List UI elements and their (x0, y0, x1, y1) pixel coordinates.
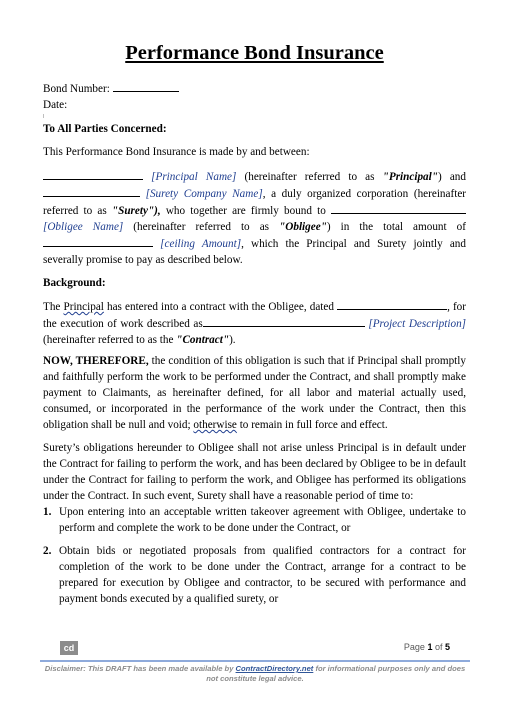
bond-number-line (43, 80, 466, 97)
surety-text4: who together are firmly bound to (160, 205, 326, 217)
disclaimer-text-2: for informational purposes only and does not constitute legal advice. (206, 664, 466, 683)
surety-text2: (hereinafter (413, 188, 467, 200)
page-current: 1 (427, 642, 433, 652)
contract-date-field[interactable] (337, 298, 447, 310)
page-of: of (432, 642, 445, 652)
document-title: Performance Bond Insurance (125, 42, 384, 64)
page-number (404, 642, 450, 652)
principal-name-field[interactable] (43, 168, 143, 180)
salutation: To All Parties Concerned: (43, 123, 167, 135)
principal-end: ) and (437, 171, 466, 183)
principal-text: (hereinafter referred to as (236, 171, 383, 183)
background-heading: Background: (43, 277, 106, 289)
date-label: Date: (43, 99, 68, 111)
list-item-text: Obtain bids or negotiated proposals from qualified contractors for a contract for completion of the work to be done under the Contract, arrange for a contract to be prepared for execution by Obligee and contractor, to be secured with performance and payment bonds executed by a qualified surety, or (59, 545, 466, 605)
background-part1: The (43, 301, 64, 313)
date-line (43, 97, 466, 113)
now-therefore-end: to remain in full force and effect. (236, 419, 388, 431)
list-item-number: 2. (43, 545, 52, 557)
principal-term: "Principal" (382, 171, 438, 183)
document-body (43, 40, 466, 607)
parties-paragraph (43, 168, 466, 268)
background-part2: has entered into a contract with the Obligee, dated (103, 301, 338, 313)
bond-number-field[interactable] (113, 80, 179, 92)
background-part6: ). (229, 334, 236, 346)
disclaimer-link[interactable]: ContractDirectory.net (235, 664, 314, 673)
background-principal-word: Principal (63, 301, 104, 313)
obligee-text: (hereinafter referred to as (123, 221, 280, 233)
list-item (43, 543, 466, 607)
contract-term: "Contract" (176, 334, 230, 346)
amount-placeholder: [ceiling Amount] (160, 238, 242, 250)
surety-obligations-paragraph: Surety’s obligations hereunder to Obligee shall not arise unless Principal is in default under the Contract for failing to perform the work, and has been declared by Obligee to be in default under the Contract for failing to perform the work, and Obligee has performed its obligations under the Contract. In such event, Surety shall have a reasonable period of time to: (43, 442, 466, 502)
now-therefore-lead: NOW, THEREFORE, (43, 355, 149, 367)
otherwise-word: otherwise (193, 419, 237, 431)
background-part4: for the execution of work described as (43, 301, 466, 330)
list-item-number: 1. (43, 506, 52, 518)
obligee-term: "Obligee" (279, 221, 327, 233)
surety-text: , a duly organized corporation (262, 188, 414, 200)
now-therefore-paragraph (43, 353, 466, 433)
takeover-list (43, 504, 466, 607)
footer-divider (40, 660, 470, 662)
background-part3: , (447, 301, 450, 313)
surety-text3: referred to as (43, 205, 112, 217)
list-item-text: Upon entering into an acceptable written takeover agreement with Obligee, undertake to perform and complete the work to be done under the Contract, or (59, 506, 466, 534)
background-paragraph (43, 298, 466, 348)
now-therefore-text: the condition of this obligation is such that if Principal shall promptly and faithfully perform the work to be performed under the Contract, and shall promptly make payment to Claimants, as hereinafter defined, for all labor and material actually used, consumed, or incorporated in the performance of the work under the Contract, then this obligation shall be null and void; (43, 355, 466, 431)
amount-text2: severally promise to pay as described below. (43, 254, 243, 266)
bond-number-label: Bond Number: (43, 83, 110, 95)
obligee-bound-field[interactable] (331, 202, 466, 214)
obligee-text2: ) in the total amount of (326, 221, 466, 233)
amount-field[interactable] (43, 235, 153, 247)
disclaimer-text-1: Disclaimer: This DRAFT has been made available by (44, 664, 236, 673)
list-item (43, 504, 466, 536)
intro-text: This Performance Bond Insurance is made by and between: (43, 146, 310, 158)
page-prefix: Page (403, 642, 428, 652)
contract-directory-logo: cd (60, 641, 78, 655)
principal-placeholder: [Principal Name] (151, 171, 237, 183)
disclaimer (40, 664, 470, 684)
background-part5: (hereinafter referred to as the (43, 334, 177, 346)
page-total: 5 (444, 642, 450, 652)
project-placeholder: [Project Description] (368, 318, 467, 330)
surety-name-field[interactable] (43, 185, 140, 197)
surety-term: "Surety"), (111, 205, 161, 217)
work-description-field[interactable] (203, 315, 365, 327)
amount-text: , which the Principal and Surety jointly and (241, 238, 466, 250)
surety-placeholder: [Surety Company Name] (145, 188, 263, 200)
obligee-placeholder: [Obligee Name] (43, 221, 124, 233)
